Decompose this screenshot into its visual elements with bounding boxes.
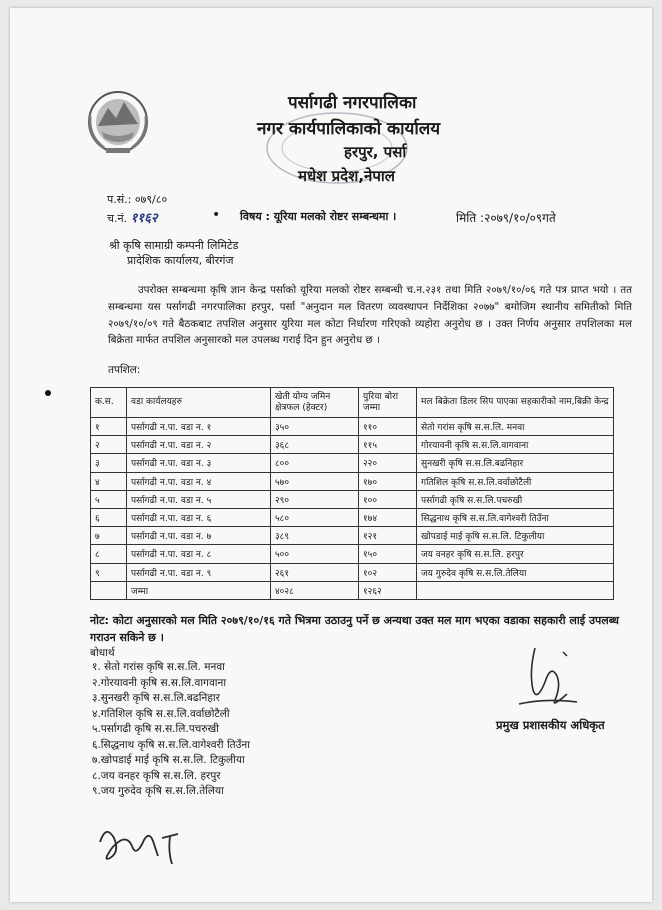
cell-area: ३८९ — [271, 527, 359, 545]
cell-ward: पर्सागढी न.पा. वडा न. ८ — [127, 545, 271, 563]
cell-bags: २२० — [359, 454, 417, 472]
cell-sn: ९ — [91, 563, 127, 581]
list-item: २.गोरयावनी कृषि स.स.लि.वागवाना — [92, 676, 227, 689]
cell-ward: पर्सागढी न.पा. वडा न. ५ — [127, 490, 271, 508]
cell-sn: १ — [91, 418, 127, 436]
header-municipality: पर्सागढी नगरपालिका — [288, 93, 417, 113]
table-row — [91, 527, 614, 545]
cn-value: ११६२ — [130, 211, 158, 226]
letter-body: उपरोक्त सम्बन्धमा कृषि ज्ञान केन्द्र पर्साको यूरिया मलको रोष्टर सम्बन्धी च.न.२३१ तथा मिति २०७९/१०/०६ गते पत्र प्राप्त भयो । तत सम्बन्धमा यस पर्सागढी नगरपालिका हरपुर, पर्सा "अनुदान मल वितरण व्यवस्थापन निर्देशिका २०७७" बमोजिम स्थानीय समितीको मिति २०७९/१०/०९ गते बैठकबाट तपशिल अनुसार युरिया मल कोटा निर्धारण गरिएको व्यहोरा अनुरोध छ । उक्त निर्णय अनुसार तपशिलका मल बिक्रेता मार्फत तपशिल अनुसारको मल उपलब्ध गराई दिन हुन अनुरोध छ । — [108, 284, 632, 347]
cell-ward: पर्सागढी न.पा. वडा न. ३ — [127, 454, 271, 472]
header-office: नगर कार्यपालिकाको कार्यालय — [257, 119, 441, 139]
table-header-row — [91, 388, 614, 418]
col-header-bags: युरिया बोरा जम्मा — [359, 388, 417, 418]
nepal-emblem-icon — [86, 86, 150, 156]
bullet-mark: • — [212, 207, 221, 223]
list-item: ७.खोपडाई माई कृषि स.स.लि. टिकुलीया — [92, 754, 245, 766]
cell-bags: ११० — [359, 418, 417, 436]
table-row — [91, 436, 614, 454]
signer-title: प्रमुख प्रशासकीय अधिकृत — [496, 718, 605, 732]
cell-area: २६१ — [271, 563, 359, 581]
quota-table — [90, 387, 614, 600]
cell-seller: जय वनहर कृषि स.स.लि. हरपुर — [417, 545, 614, 563]
cell-ward: पर्सागढी न.पा. वडा न. १ — [127, 418, 271, 436]
cell-seller: खोपडाई माई कृषि स.स.लि. टिकुलीया — [417, 527, 614, 545]
list-item: ६.सिद्धनाथ कृषि स.स.लि.वागेश्वरी तिउँना — [92, 738, 250, 751]
col-header-ward: वडा कार्यलयहरु — [127, 388, 271, 418]
table-row — [91, 563, 614, 581]
cell-seller: सुनखरी कृषि स.स.लि.बढनिहार — [417, 454, 614, 472]
letter-ps-number — [107, 192, 167, 207]
cell-bags: १५० — [359, 545, 417, 563]
list-item: ५.पर्सागढी कृषि स.स.लि.पचरुखी — [92, 723, 219, 735]
cell-area: ८०० — [271, 454, 359, 472]
cell-bags: १७४ — [359, 508, 417, 526]
cell-bags: १७० — [359, 472, 417, 490]
table-row — [91, 472, 614, 490]
header-location: हरपुर, पर्सा — [344, 143, 407, 161]
total-area: ४०२८ — [271, 581, 359, 599]
table-total-row — [91, 581, 614, 599]
details-label: तपशिल: — [108, 364, 141, 376]
table-row — [91, 545, 614, 563]
cell-sn: २ — [91, 436, 127, 454]
cell-area: २९० — [271, 490, 359, 508]
letter-subject: विषय : यूरिया मलको रोष्टर सम्बन्धमा । — [240, 210, 397, 223]
cell-ward: पर्सागढी न.पा. वडा न. २ — [127, 436, 271, 454]
cell-ward: पर्सागढी न.पा. वडा न. ७ — [127, 527, 271, 545]
quota-note: नोट: कोटा अनुसारको मल मिति २०७९/१०/१६ गते भित्रमा उठाउनु पर्ने छ अन्यथा उक्त मल माग भएका वडाका सहकारी लाई उपलब्ध गराउन सकिने छ । — [90, 614, 619, 644]
cell-bags: १०० — [359, 490, 417, 508]
list-item: ४.गतिशिल कृषि स.स.लि.वर्वाछोटैली — [92, 707, 230, 720]
ps-value: ०७९/८० — [134, 193, 168, 206]
cell-seller: जय गुरुदेव कृषि स.स.लि.तेलिया — [417, 563, 614, 581]
cell-seller: गतिशिल कृषि स.स.लि.वर्वाछोटैली — [417, 472, 614, 490]
cell-sn: ७ — [91, 527, 127, 545]
cell-ward: पर्सागढी न.पा. वडा न. ४ — [127, 472, 271, 490]
table-row — [91, 454, 614, 472]
initials-signature — [92, 818, 184, 874]
col-header-sn: क.स. — [91, 388, 127, 418]
table-row — [91, 508, 614, 526]
cell-seller: सिद्धनाथ कृषि स.स.लि.वागेश्वरी तिउँना — [417, 508, 614, 526]
cell-area: ३६८ — [271, 436, 359, 454]
cell-area: ५०० — [271, 545, 359, 563]
cn-label: च.नं. — [107, 212, 128, 225]
cell-sn: ५ — [91, 490, 127, 508]
cell-seller: सेतो गरांस कृषि स.स.लि. मनवा — [417, 418, 614, 436]
table-row — [91, 418, 614, 436]
cell-area: ३५० — [271, 418, 359, 436]
list-item: ८.जय वनहर कृषि स.स.लि. हरपुर — [92, 769, 221, 782]
cell-sn: ३ — [91, 454, 127, 472]
cc-title: बोधार्थ — [90, 647, 115, 659]
cell-ward: पर्सागढी न.पा. वडा न. ६ — [127, 508, 271, 526]
letter-date: मिति :२०७९/१०/०९गते — [456, 211, 556, 225]
header-province: मधेश प्रदेश,नेपाल — [298, 167, 395, 185]
table-row — [91, 490, 614, 508]
total-label: जम्मा — [127, 581, 271, 599]
cc-list — [92, 660, 250, 800]
cell-area: ५८० — [271, 508, 359, 526]
letter-cn-number — [107, 208, 158, 226]
cell-sn — [91, 581, 127, 599]
cell-sn: ८ — [91, 545, 127, 563]
total-bags: १२६२ — [359, 581, 417, 599]
cell-sn: ४ — [91, 472, 127, 490]
cell-bags: ११५ — [359, 436, 417, 454]
addressee-name: श्री कृषि सामाग्री कम्पनी लिमिटेड — [109, 239, 239, 252]
punch-hole-mark — [45, 390, 51, 396]
list-item: ९.जय गुरुदेव कृषि स.स.लि.तेलिया — [92, 785, 224, 797]
cell-bags: १२१ — [359, 527, 417, 545]
col-header-area: खेती योग्य जमिन क्षेत्रफल (हेक्टर) — [271, 388, 359, 418]
officer-signature — [505, 642, 585, 714]
ps-label: प.सं.: — [107, 193, 132, 206]
cell-seller — [417, 581, 614, 599]
cell-ward: पर्सागढी न.पा. वडा न. ९ — [127, 563, 271, 581]
cell-bags: १०२ — [359, 563, 417, 581]
cell-sn: ६ — [91, 508, 127, 526]
list-item: १. सेतो गरांस कृषि स.स.लि. मनवा — [92, 661, 225, 673]
list-item: ३.सुनखरी कृषि स.स.लि.बढनिहार — [92, 692, 220, 704]
cell-area: ५७० — [271, 472, 359, 490]
cell-seller: गोरयावनी कृषि स.स.लि.वागवाना — [417, 436, 614, 454]
addressee-office: प्रादेशिक कार्यालय, बीरगंज — [127, 254, 234, 267]
col-header-seller: मल बिक्रेता डिलर सिप पाएका सहकारीको नाम,बिक्री केन्द्र — [417, 388, 614, 418]
cell-seller: पर्सागढी कृषि स.स.लि.पचरुखी — [417, 490, 614, 508]
